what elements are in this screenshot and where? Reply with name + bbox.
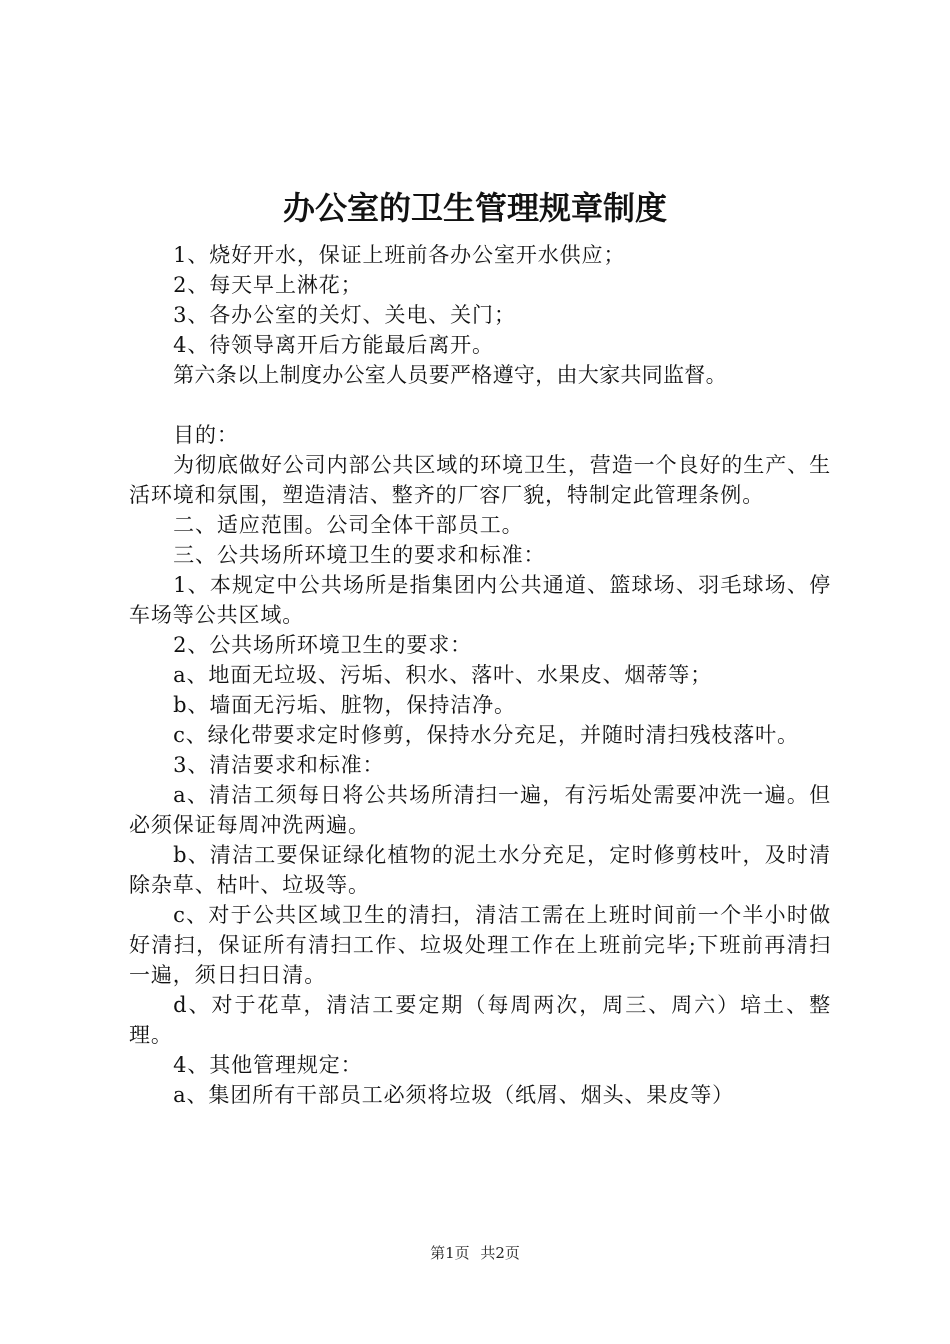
- paragraph: c、对于公共区域卫生的清扫，清洁工需在上班时间前一个半小时做好清扫，保证所有清扫工作、垃圾处理工作在上班前完毕;下班前再清扫一遍，须日扫日清。: [129, 903, 831, 987]
- paragraph: a、集团所有干部员工必须将垃圾（纸屑、烟头、果皮等）: [173, 1083, 735, 1107]
- paragraph: 1、烧好开水，保证上班前各办公室开水供应；: [173, 243, 626, 267]
- paragraph: 二、适应范围。公司全体干部员工。: [173, 513, 524, 537]
- paragraph: d、对于花草，清洁工要定期（每周两次，周三、周六）培土、整理。: [129, 993, 831, 1047]
- paragraph: b、墙面无污垢、脏物，保持洁净。: [173, 693, 516, 717]
- page-number: 第1页: [430, 1244, 470, 1262]
- paragraph: a、清洁工须每日将公共场所清扫一遍，有污垢处需要冲洗一遍。但必须保证每周冲洗两遍。: [129, 783, 831, 837]
- paragraph: a、地面无垃圾、污垢、积水、落叶、水果皮、烟蒂等；: [173, 663, 713, 687]
- paragraph: 4、其他管理规定：: [173, 1053, 363, 1077]
- paragraph: 1、本规定中公共场所是指集团内公共通道、篮球场、羽毛球场、停车场等公共区域。: [129, 573, 831, 627]
- paragraph: 4、待领导离开后方能最后离开。: [173, 333, 494, 357]
- page-total: 共2页: [480, 1244, 520, 1262]
- page-footer: [0, 1242, 950, 1263]
- paragraph: c、绿化带要求定时修剪，保持水分充足，并随时清扫残枝落叶。: [173, 723, 799, 747]
- paragraph: 3、清洁要求和标准：: [173, 753, 385, 777]
- paragraph: 为彻底做好公司内部公共区域的环境卫生，营造一个良好的生产、生活环境和氛围，塑造清洁、整齐的厂容厂貌，特制定此管理条例。: [129, 453, 831, 507]
- paragraph: b、清洁工要保证绿化植物的泥土水分充足，定时修剪枝叶，及时清除杂草、枯叶、垃圾等。: [129, 843, 831, 897]
- paragraph: 第六条以上制度办公室人员要严格遵守，由大家共同监督。: [173, 363, 727, 387]
- document-body: [129, 240, 831, 1110]
- paragraph: 2、公共场所环境卫生的要求：: [173, 633, 473, 657]
- paragraph: 三、公共场所环境卫生的要求和标准：: [173, 543, 546, 567]
- paragraph: 目的：: [173, 423, 239, 447]
- paragraph: 2、每天早上淋花；: [173, 273, 363, 297]
- document-title: 办公室的卫生管理规章制度: [282, 189, 667, 227]
- paragraph: 3、各办公室的关灯、关电、关门；: [173, 303, 516, 327]
